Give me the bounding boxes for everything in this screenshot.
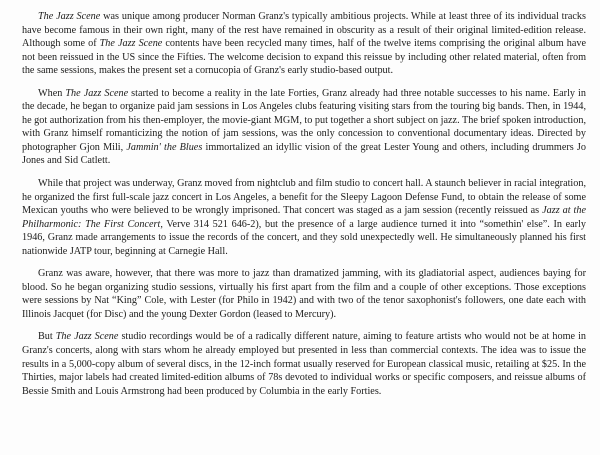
italic-title: The Jazz Scene: [65, 87, 129, 99]
text-run: While that project was underway, Granz moved from nightclub and film studio to concert hall. A staunch believer in racial integration, he organized the first full-scale jazz concert in Los Angeles, a benefit for the Sleepy Lagoon Defense Fund, to obtain the release of some Mexican youths who were believed to be wrongly imprisoned. That concert was staged as a jam session (recently reissued as: [22, 178, 586, 217]
italic-title: The Jazz Scene: [38, 11, 101, 22]
italic-title: The Jazz Scene: [99, 38, 163, 50]
text-run: contents have been recycled many times, half of the twelve items comprising the original album have not been reissued in the US since the Fifties. The welcome decision to expand this reissue by including other related material, often from the same sessions, makes the present set a cornucopia of Granz's early studio-based output.: [22, 38, 586, 77]
text-run: When: [38, 87, 66, 99]
paragraph: [22, 87, 586, 168]
text-run: But: [38, 331, 56, 343]
italic-title: Jazz at the Philharmonic: The First Concert: [22, 205, 587, 230]
text-run: , Verve 314 521 646-2), but the presence of a large audience turned it into “somethin' else”. In early 1946, Granz made arrangements to issue the records of the concert, and they sold unexpectedly well. He simultaneously planned his first nationwide JATP tour, beginning at Carnegie Hall.: [22, 218, 586, 257]
paragraph: [22, 330, 586, 398]
paragraph: [22, 267, 586, 321]
paragraph: [22, 177, 586, 258]
text-run: Granz was aware, however, that there was more to jazz than dramatized jamming, with its gladiatorial aspect, audiences baying for blood. So he began organizing studio sessions, virtually his first apart from the film and a couple of other exceptions. Those exceptions were sessions by Nat “King” Cole, with Lester (for Philo in 1942) and with two of the tenor saxophonist's followers, one date each with Illinois Jacquet (for Disc) and the young Dexter Gordon (leased to Mercury).: [22, 268, 586, 320]
italic-title: The Jazz Scene: [55, 331, 119, 343]
text-run: started to become a reality in the late Forties, Granz already had three notable successes to his name. Early in the decade, he began to organize paid jam sessions in Los Angeles clubs featuring visiting stars from the touring big bands. Then, in 1944, he got authorization from his then-employer, the movie-giant MGM, to put together a short subject on jazz. The brief spoken introduction, with Granz himself romanticizing the notion of jam sessions, was the only concession to conventional documentary ideas. Directed by photographer Gjon Mili,: [22, 87, 586, 153]
text-run: immortalized an idyllic vision of the great Lester Young and others, including drummers Jo Jones and Sid Catlett.: [22, 141, 586, 167]
italic-title: Jammin' the Blues: [126, 141, 203, 153]
document-body: [22, 10, 586, 398]
text-run: studio recordings would be of a radically different nature, aiming to feature artists who would not be at home in Granz's concerts, along with stars whom he already employed but presented in less than commercial contexts. The idea was to issue the results in a 5,000-copy album of several discs, in the 12-inch format usually reserved for European classical music, retailing at $25. In the Thirties, major labels had created limited-edition albums of 78s devoted to individual works or specific composers, and reissue albums of Bessie Smith and Louis Armstrong had been produced by Columbia in the early Forties.: [22, 331, 586, 397]
text-run: was unique among producer Norman Granz's typically ambitious projects. While at least three of its individual tracks have become famous in their own right, many of the rest have remained in obscurity as a result of their original limited-edition release. Although some of: [22, 11, 586, 50]
paragraph: [22, 10, 586, 78]
